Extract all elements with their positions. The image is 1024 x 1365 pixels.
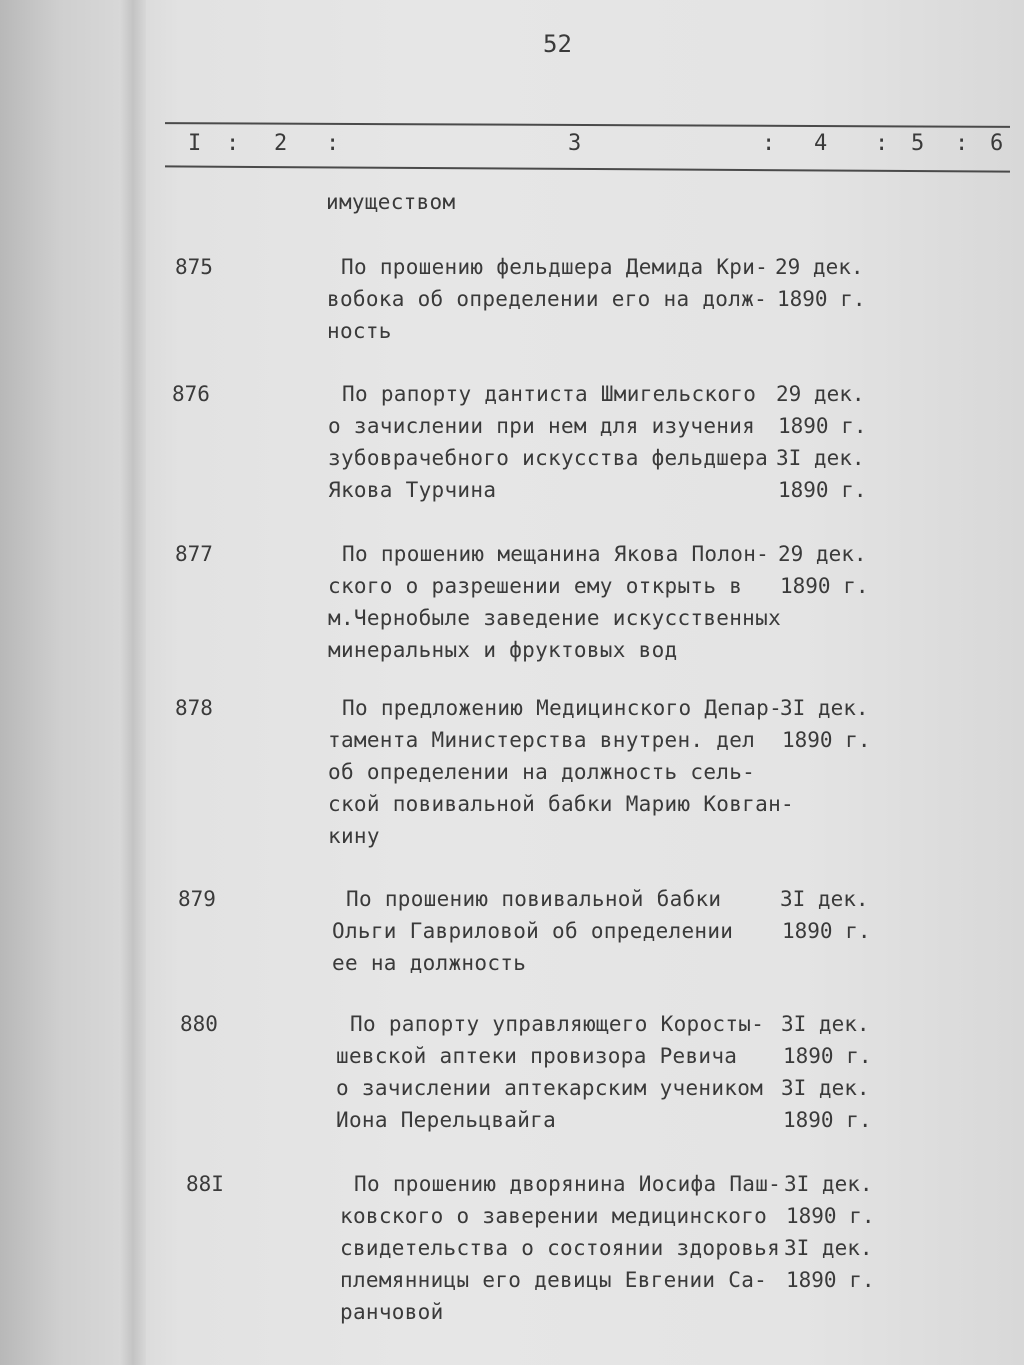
entry-number: 877: [175, 542, 213, 566]
entry-text-line: о зачислении аптекарским учеником: [336, 1076, 764, 1100]
column-header: I: [188, 131, 202, 156]
column-separator: :: [955, 131, 969, 156]
column-header: 4: [814, 131, 828, 156]
entry-text-line: По рапорту дантиста Шмигельского: [342, 382, 757, 406]
entry-date: 1890 г.: [783, 1044, 872, 1068]
entry-text-line: Иона Перельцвайга: [336, 1108, 557, 1132]
entry-text-line: По рапорту управляющего Коросты-: [350, 1012, 765, 1036]
column-header: 6: [990, 131, 1004, 156]
entry-text-line: ность: [327, 319, 392, 343]
entry-text-line: По прошению фельдшера Демида Кри-: [341, 255, 769, 279]
column-header: 2: [274, 131, 288, 156]
entry-text-line: м.Чернобыле заведение искусственных: [328, 606, 782, 630]
entry-text-line: По прошению повивальной бабки: [346, 887, 722, 911]
column-separator: :: [226, 131, 240, 156]
entry-date: 1890 г.: [782, 919, 871, 943]
entry-text-line: кину: [328, 824, 380, 848]
entry-number: 878: [175, 696, 213, 720]
entry-date: 3I дек.: [784, 1172, 873, 1196]
entry-text-line: ского о разрешении ему открыть в: [328, 574, 743, 598]
column-header: 3: [568, 131, 582, 156]
entry-text-line: ранчовой: [340, 1300, 444, 1324]
entry-number: 88I: [186, 1172, 224, 1196]
entry-date: 29 дек.: [778, 542, 867, 566]
entry-date: 29 дек.: [775, 255, 864, 279]
entry-text-line: шевской аптеки провизора Ревича: [336, 1044, 738, 1068]
entry-text-line: вобока об определении его на долж-: [327, 287, 768, 311]
column-separator: :: [326, 131, 340, 156]
entry-number: 879: [178, 887, 216, 911]
entry-date: 3I дек.: [781, 1012, 870, 1036]
entry-date: 3I дек.: [780, 696, 869, 720]
entry-text-line: свидетельства о состоянии здоровья: [340, 1236, 781, 1260]
header-rule-bottom: [165, 165, 1010, 172]
column-separator: :: [875, 131, 889, 156]
entry-text-line: Якова Турчина: [328, 478, 497, 502]
entry-text-line: По предложению Медицинского Депар-: [342, 696, 783, 720]
entry-date: 1890 г.: [778, 414, 867, 438]
entry-date: 1890 г.: [780, 574, 869, 598]
entry-date: 1890 г.: [786, 1268, 875, 1292]
page-number: 52: [543, 30, 572, 58]
entry-date: 3I дек.: [780, 887, 869, 911]
entry-number: 880: [180, 1012, 218, 1036]
column-separator: :: [762, 131, 776, 156]
entry-number: 875: [175, 255, 213, 279]
entry-text-line: По прошению дворянина Иосифа Паш-: [354, 1172, 782, 1196]
entry-text-line: о зачислении при нем для изучения: [328, 414, 756, 438]
entry-text-line: ковского о заверении медицинского: [340, 1204, 768, 1228]
entry-text-line: минеральных и фруктовых вод: [328, 638, 678, 662]
entry-text-line: зубоврачебного искусства фельдшера: [328, 446, 769, 470]
entry-text-line: ской повивальной бабки Марию Ковган-: [328, 792, 794, 816]
column-header: 5: [911, 131, 925, 156]
entry-date: 1890 г.: [783, 1108, 872, 1132]
entry-date: 1890 г.: [778, 478, 867, 502]
header-rule-top: [165, 122, 1010, 128]
entry-date: 29 дек.: [776, 382, 865, 406]
entry-date: 1890 г.: [782, 728, 871, 752]
entry-text-line: ее на должность: [332, 951, 527, 975]
entry-date: 3I дек.: [781, 1076, 870, 1100]
entry-number: 876: [172, 382, 210, 406]
entry-text-line: племянницы его девицы Евгении Са-: [340, 1268, 768, 1292]
entry-date: 3I дек.: [776, 446, 865, 470]
entry-date: 1890 г.: [777, 287, 866, 311]
entry-text-line: тамента Министерства внутрен. дел: [328, 728, 756, 752]
entry-date: 1890 г.: [786, 1204, 875, 1228]
entry-date: 3I дек.: [784, 1236, 873, 1260]
entry-text-line: Ольги Гавриловой об определении: [332, 919, 734, 943]
entry-text-line: По прошению мещанина Якова Полон-: [342, 542, 770, 566]
continuation-line: имуществом: [326, 190, 456, 214]
book-spine-shadow: [120, 0, 146, 1365]
entry-text-line: об определении на должность сель-: [328, 760, 756, 784]
